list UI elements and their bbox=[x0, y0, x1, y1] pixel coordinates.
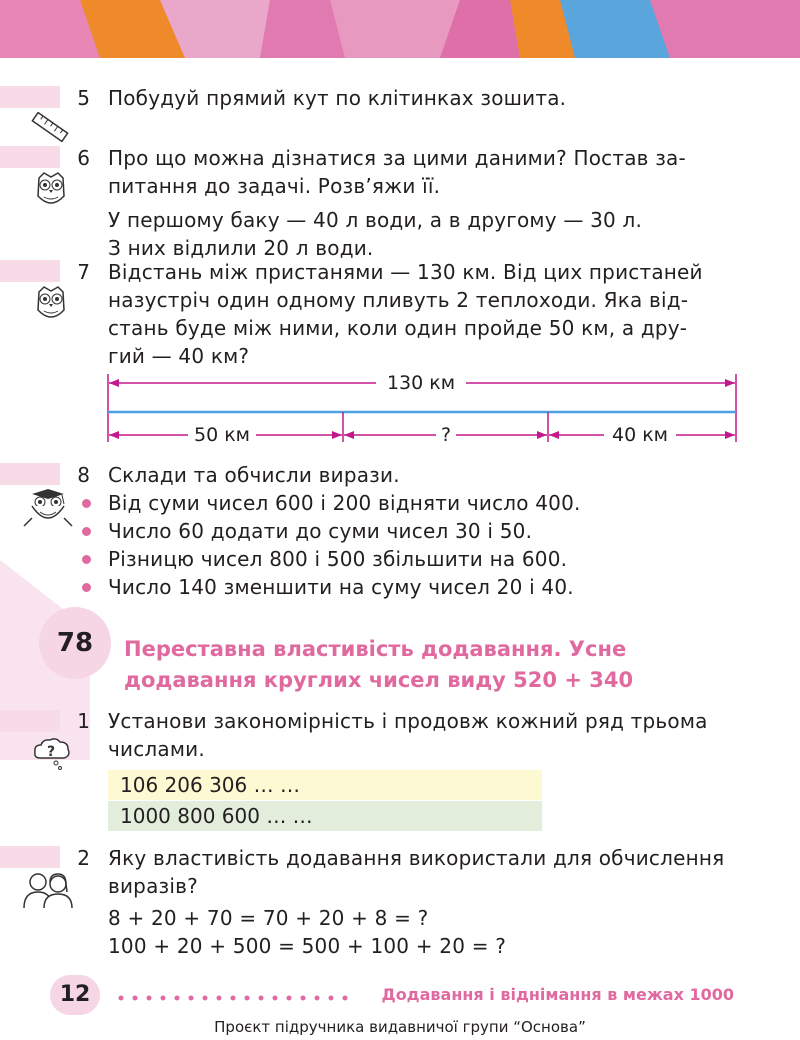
task-number: 8 bbox=[77, 463, 90, 487]
task-number: 6 bbox=[77, 146, 90, 170]
pair-work-icon bbox=[20, 870, 76, 910]
number-row-2: 1000 800 600 … … bbox=[108, 801, 542, 831]
task-tab bbox=[0, 260, 60, 282]
task-tab bbox=[0, 463, 60, 485]
publisher-credit: Проєкт підручника видавничої групи “Основа” bbox=[214, 1018, 586, 1036]
task-text: Побудуй прямий кут по клітинках зошита. bbox=[108, 86, 567, 110]
task-item: Від суми чисел 600 і 200 відняти число 400. bbox=[108, 491, 581, 515]
task-tab bbox=[0, 146, 60, 168]
task-text: Установи закономірність і продовж кожний ряд трьома числами. bbox=[108, 709, 708, 761]
number-row-1: 106 206 306 … … bbox=[108, 770, 542, 800]
top-banner bbox=[0, 0, 800, 58]
task-item: Число 60 додати до суми чисел 30 і 50. bbox=[108, 519, 533, 543]
right-distance-label: 40 км bbox=[611, 424, 669, 446]
task-text: Відстань між пристанями — 130 км. Від цих пристаней назустріч один одному пливуть 2 теплоходи. Яка від- стань буде між ними, коли один пройде 50 км, а дру- гий — 40 км? bbox=[108, 260, 703, 368]
unknown-distance-label: ? bbox=[440, 424, 452, 446]
page-number: 12 bbox=[50, 975, 100, 1015]
task-text: Про що можна дізнатися за цими даними? Постав за- питання до задачі. Розв’яжи її. У першому баку — 40 л води, а в другому — 30 л. З них відлили 20 л води. bbox=[108, 146, 686, 260]
owl-icon bbox=[34, 284, 68, 324]
question-cloud-icon bbox=[32, 736, 72, 772]
lesson-title: Переставна властивість додавання. Усне додавання круглих чисел виду 520 + 340 bbox=[124, 637, 634, 692]
task-tab bbox=[0, 710, 60, 732]
task-number: 1 bbox=[77, 709, 90, 733]
task-number: 2 bbox=[77, 846, 90, 870]
task-item: Число 140 зменшити на суму чисел 20 і 40. bbox=[108, 575, 574, 599]
left-distance-label: 50 км bbox=[193, 424, 251, 446]
task-number: 5 bbox=[77, 86, 90, 110]
task-text: Яку властивість додавання використали для обчислення виразів? 8 + 20 + 70 = 70 + 20 + 8 = ? 100 + 20 + 500 = 500 + 100 + 20 = ? bbox=[108, 844, 738, 960]
task-number: 7 bbox=[77, 260, 90, 284]
bullet-dot bbox=[82, 527, 91, 536]
svg-text:?: ? bbox=[46, 744, 56, 760]
expression: 100 + 20 + 500 = 500 + 100 + 20 = ? bbox=[108, 934, 507, 958]
footer-dots bbox=[118, 994, 348, 1002]
bullet-dot bbox=[82, 555, 91, 564]
task-text: Склади та обчисли вирази. Від суми чисел 600 і 200 відняти число 400. Число 60 додати до суми чисел 30 і 50. Різницю чисел 800 і 500 збільшити на 600. Число 140 зменшити на суму чисел 20 і 40. bbox=[108, 461, 738, 601]
bullet-dot bbox=[82, 583, 91, 592]
ruler-icon bbox=[30, 112, 70, 142]
owl-icon bbox=[34, 170, 68, 210]
total-distance-label: 130 км bbox=[386, 372, 456, 394]
bullet-dot bbox=[82, 499, 91, 508]
task-tab bbox=[0, 846, 60, 868]
frog-scholar-icon bbox=[18, 488, 76, 532]
task-item: Різницю чисел 800 і 500 збільшити на 600. bbox=[108, 547, 568, 571]
section-title: Додавання і віднімання в межах 1000 bbox=[381, 985, 734, 1004]
task-tab bbox=[0, 86, 60, 108]
expression: 8 + 20 + 70 = 70 + 20 + 8 = ? bbox=[108, 906, 429, 930]
lesson-number: 78 bbox=[39, 607, 111, 679]
distance-diagram bbox=[106, 372, 738, 452]
